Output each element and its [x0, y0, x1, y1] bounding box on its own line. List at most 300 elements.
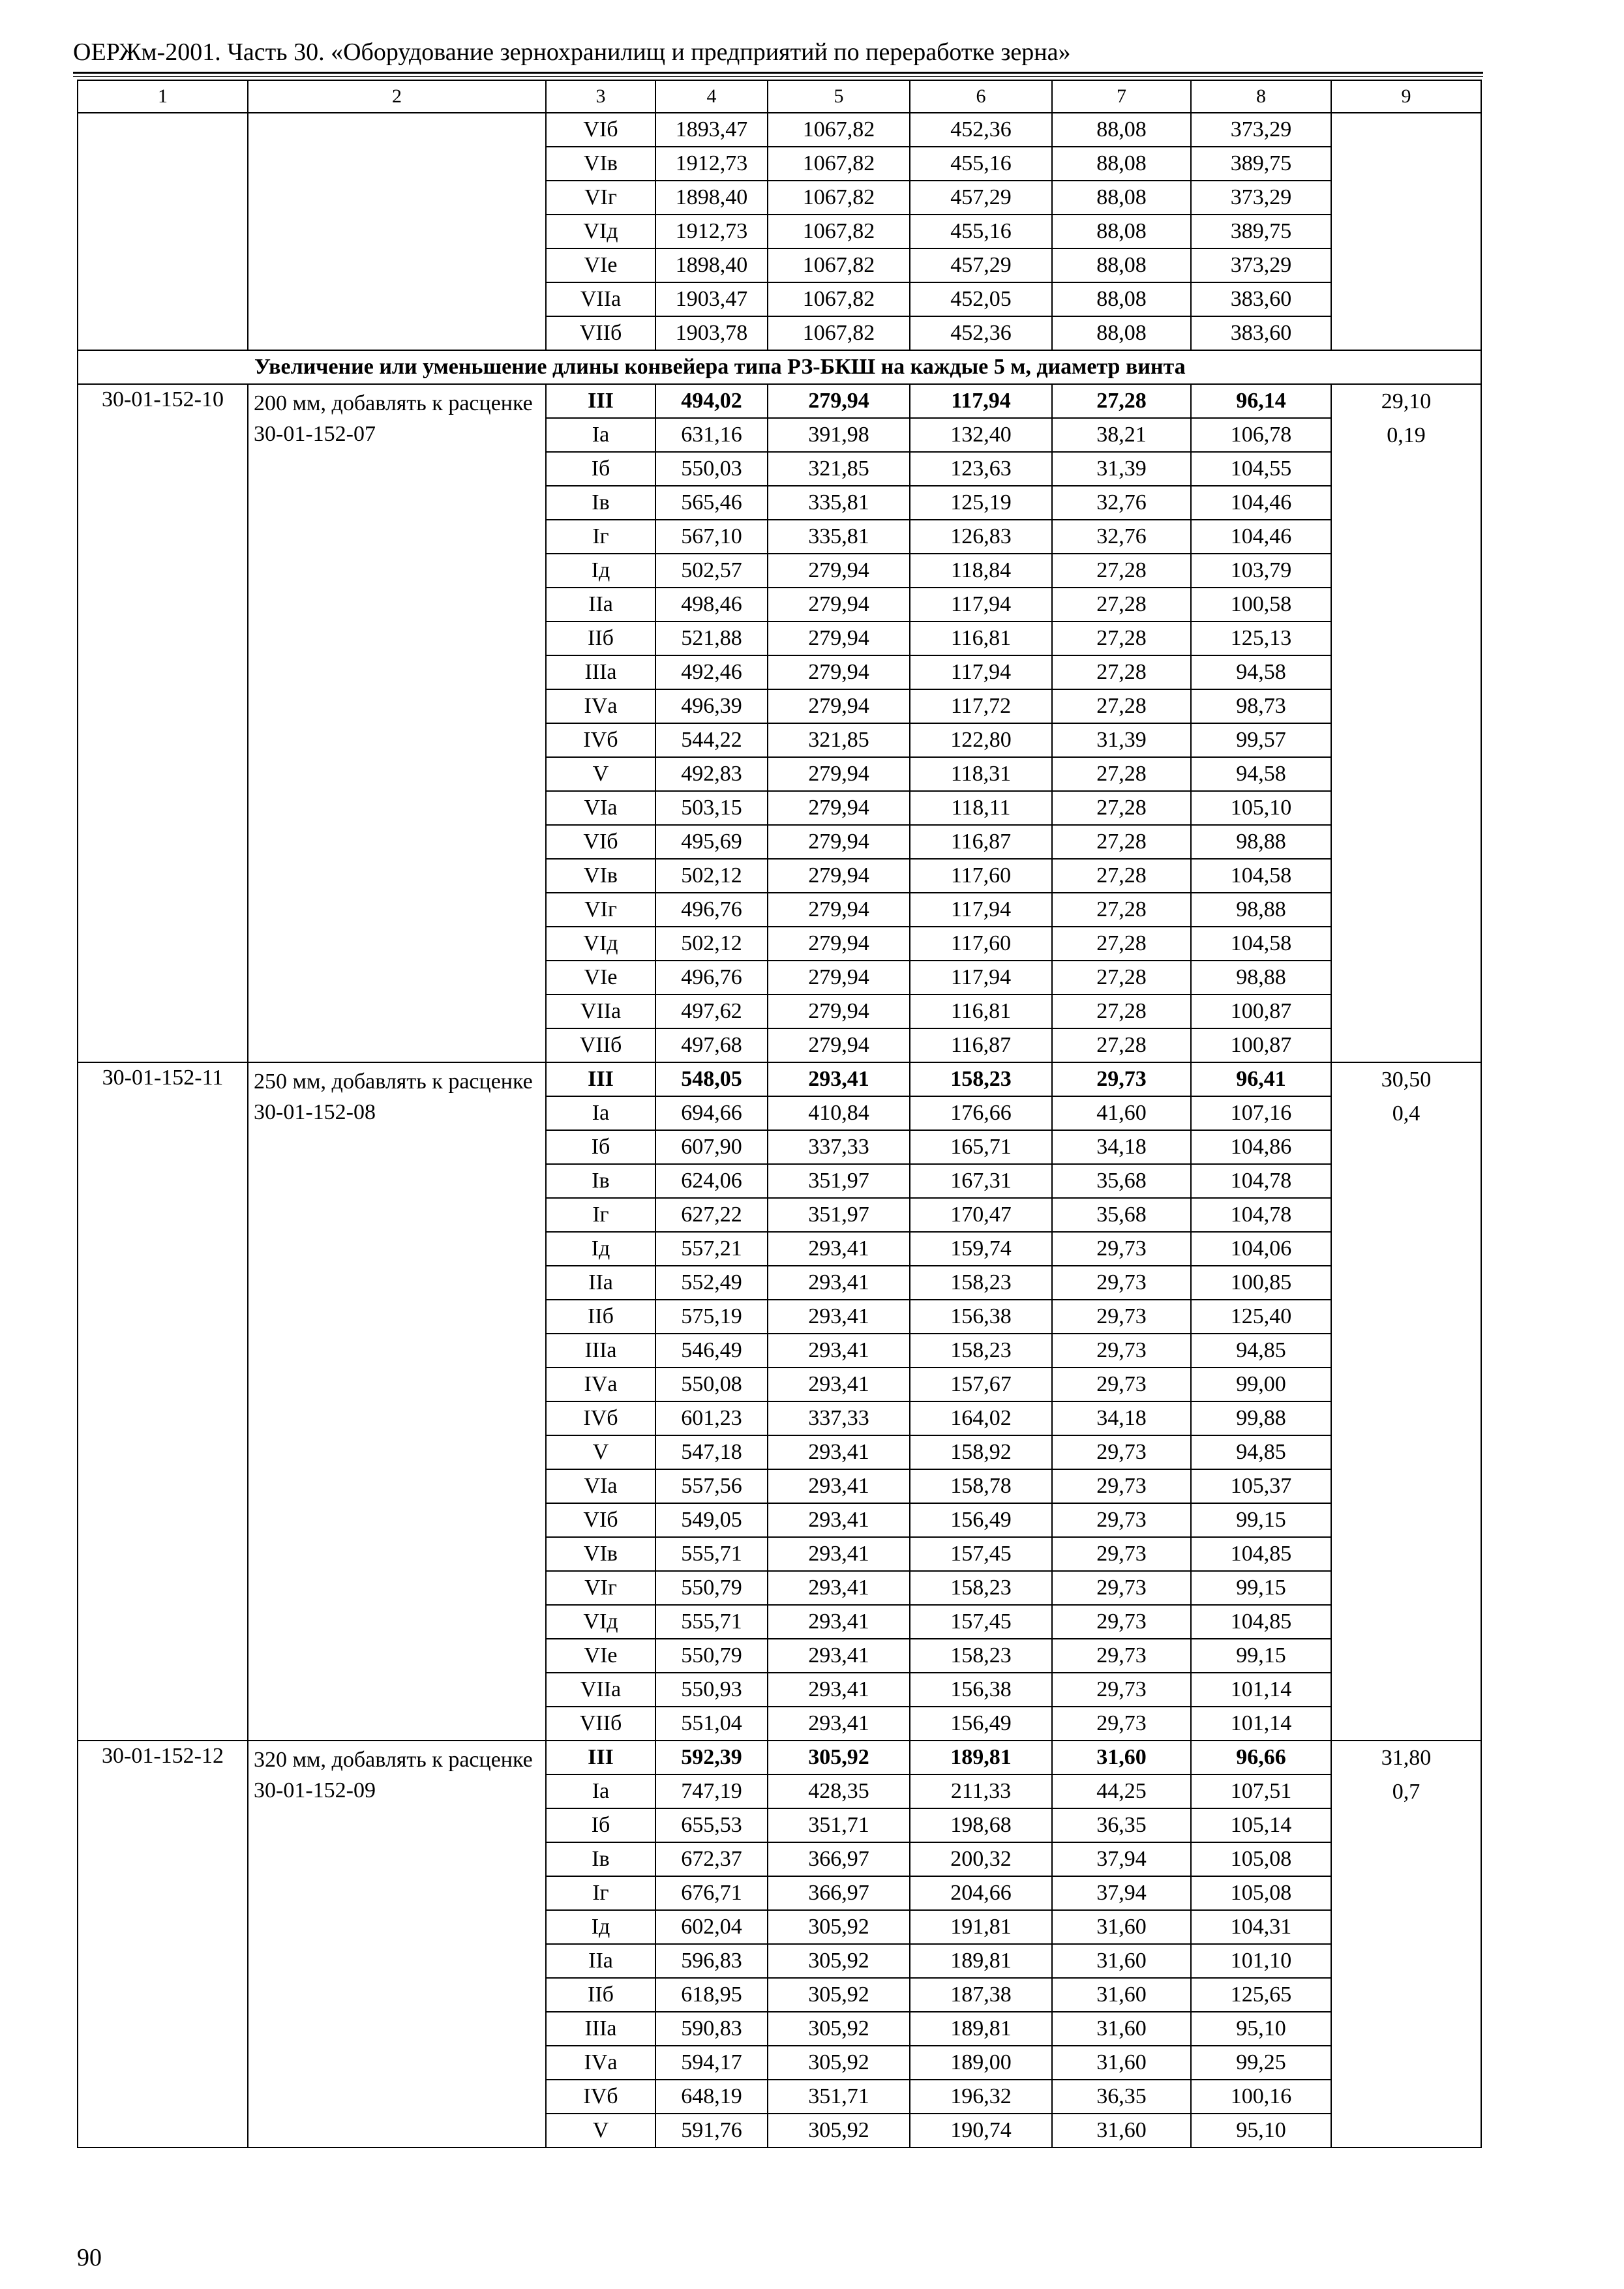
zone-cell: VIд: [546, 1605, 655, 1639]
labor-workers-value: 30,50: [1381, 1068, 1432, 1092]
total-cell: 551,04: [655, 1707, 768, 1741]
materials-cell: 94,85: [1191, 1334, 1331, 1368]
wages-cell: 366,97: [768, 1842, 910, 1876]
zone-cell: III: [546, 1062, 655, 1096]
machines-cell: 157,45: [910, 1537, 1052, 1571]
header-rule: [73, 72, 1483, 74]
machinist-wages-cell: 29,73: [1052, 1605, 1191, 1639]
machinist-wages-cell: 27,28: [1052, 554, 1191, 588]
total-cell: 624,06: [655, 1164, 768, 1198]
wages-cell: 337,33: [768, 1401, 910, 1435]
column-number: 3: [546, 80, 655, 113]
machines-cell: 132,40: [910, 418, 1052, 452]
machines-cell: 157,67: [910, 1368, 1052, 1401]
zone-cell: VIв: [546, 147, 655, 181]
machinist-wages-cell: 88,08: [1052, 147, 1191, 181]
machinist-wages-cell: 31,60: [1052, 1741, 1191, 1774]
materials-cell: 104,58: [1191, 927, 1331, 961]
zone-cell: VIд: [546, 215, 655, 248]
labor-cell: [1331, 113, 1481, 350]
wages-cell: 335,81: [768, 520, 910, 554]
wages-cell: 293,41: [768, 1605, 910, 1639]
materials-cell: 94,85: [1191, 1435, 1331, 1469]
materials-cell: 104,85: [1191, 1537, 1331, 1571]
zone-cell: IVб: [546, 723, 655, 757]
total-cell: 557,56: [655, 1469, 768, 1503]
machinist-wages-cell: 29,73: [1052, 1266, 1191, 1300]
wages-cell: 391,98: [768, 418, 910, 452]
total-cell: 549,05: [655, 1503, 768, 1537]
machinist-wages-cell: 36,35: [1052, 1808, 1191, 1842]
total-cell: 565,46: [655, 486, 768, 520]
machinist-wages-cell: 34,18: [1052, 1130, 1191, 1164]
machines-cell: 190,74: [910, 2114, 1052, 2147]
total-cell: 503,15: [655, 791, 768, 825]
zone-cell: Iв: [546, 486, 655, 520]
machines-cell: 117,94: [910, 655, 1052, 689]
total-cell: 1898,40: [655, 181, 768, 215]
zone-cell: V: [546, 757, 655, 791]
wages-cell: 1067,82: [768, 113, 910, 147]
description-cell: [248, 113, 546, 350]
section-row: [78, 350, 1481, 384]
rate-code: 30-01-152-11: [78, 1062, 248, 1741]
machines-cell: 158,23: [910, 1571, 1052, 1605]
materials-cell: 107,16: [1191, 1096, 1331, 1130]
machinist-wages-cell: 27,28: [1052, 961, 1191, 995]
total-cell: 550,93: [655, 1673, 768, 1707]
total-cell: 550,79: [655, 1571, 768, 1605]
machinist-wages-cell: 27,28: [1052, 588, 1191, 621]
section-title: Увеличение или уменьшение длины конвейера типа РЗ-БКШ на каждые 5 м, диаметр винта: [78, 350, 1481, 384]
machinist-wages-cell: 29,73: [1052, 1673, 1191, 1707]
machinist-wages-cell: 88,08: [1052, 316, 1191, 350]
total-cell: 550,03: [655, 452, 768, 486]
column-number: 6: [910, 80, 1052, 113]
machines-cell: 116,81: [910, 995, 1052, 1028]
machinist-wages-cell: 31,39: [1052, 723, 1191, 757]
labor-machinists-value: 0,7: [1392, 1780, 1421, 1804]
zone-cell: VIе: [546, 248, 655, 282]
zone-cell: VIIа: [546, 995, 655, 1028]
wages-cell: 279,94: [768, 384, 910, 418]
zone-cell: Iд: [546, 554, 655, 588]
wages-cell: 293,41: [768, 1469, 910, 1503]
materials-cell: 100,87: [1191, 995, 1331, 1028]
materials-cell: 383,60: [1191, 316, 1331, 350]
machinist-wages-cell: 29,73: [1052, 1537, 1191, 1571]
materials-cell: 373,29: [1191, 248, 1331, 282]
machinist-wages-cell: 31,60: [1052, 2046, 1191, 2080]
total-cell: 502,57: [655, 554, 768, 588]
machinist-wages-cell: 29,73: [1052, 1469, 1191, 1503]
machines-cell: 158,23: [910, 1334, 1052, 1368]
labor-cell: [1331, 384, 1481, 1062]
table-row: [78, 1741, 1481, 1774]
total-cell: 492,83: [655, 757, 768, 791]
zone-cell: Iа: [546, 1774, 655, 1808]
wages-cell: 293,41: [768, 1300, 910, 1334]
materials-cell: 100,85: [1191, 1266, 1331, 1300]
materials-cell: 96,41: [1191, 1062, 1331, 1096]
materials-cell: 100,87: [1191, 1028, 1331, 1062]
machines-cell: 191,81: [910, 1910, 1052, 1944]
machines-cell: 156,49: [910, 1503, 1052, 1537]
machines-cell: 452,05: [910, 282, 1052, 316]
machines-cell: 116,87: [910, 1028, 1052, 1062]
wages-cell: 305,92: [768, 2012, 910, 2046]
machines-cell: 117,72: [910, 689, 1052, 723]
code-cell: [78, 113, 248, 350]
machinist-wages-cell: 27,28: [1052, 825, 1191, 859]
total-cell: 672,37: [655, 1842, 768, 1876]
materials-cell: 98,88: [1191, 961, 1331, 995]
materials-cell: 99,25: [1191, 2046, 1331, 2080]
zone-cell: VIIб: [546, 1028, 655, 1062]
wages-cell: 337,33: [768, 1130, 910, 1164]
machinist-wages-cell: 31,60: [1052, 1978, 1191, 2012]
table-row: [78, 1062, 1481, 1096]
wages-cell: 279,94: [768, 825, 910, 859]
total-cell: 592,39: [655, 1741, 768, 1774]
materials-cell: 105,08: [1191, 1842, 1331, 1876]
total-cell: 497,68: [655, 1028, 768, 1062]
materials-cell: 125,13: [1191, 621, 1331, 655]
wages-cell: 293,41: [768, 1537, 910, 1571]
zone-cell: IIб: [546, 1978, 655, 2012]
wages-cell: 279,94: [768, 655, 910, 689]
total-cell: 502,12: [655, 927, 768, 961]
zone-cell: IVа: [546, 689, 655, 723]
table-row: [78, 384, 1481, 418]
total-cell: 552,49: [655, 1266, 768, 1300]
total-cell: 594,17: [655, 2046, 768, 2080]
machinist-wages-cell: 29,73: [1052, 1639, 1191, 1673]
materials-cell: 101,10: [1191, 1944, 1331, 1978]
machines-cell: 116,87: [910, 825, 1052, 859]
machinist-wages-cell: 88,08: [1052, 181, 1191, 215]
materials-cell: 104,46: [1191, 520, 1331, 554]
total-cell: 496,39: [655, 689, 768, 723]
total-cell: 747,19: [655, 1774, 768, 1808]
machinist-wages-cell: 29,73: [1052, 1435, 1191, 1469]
materials-cell: 104,78: [1191, 1198, 1331, 1232]
column-number: 5: [768, 80, 910, 113]
total-cell: 1912,73: [655, 147, 768, 181]
total-cell: 602,04: [655, 1910, 768, 1944]
materials-cell: 104,46: [1191, 486, 1331, 520]
machines-cell: 189,81: [910, 1944, 1052, 1978]
total-cell: 521,88: [655, 621, 768, 655]
machines-cell: 118,31: [910, 757, 1052, 791]
materials-cell: 373,29: [1191, 113, 1331, 147]
total-cell: 550,79: [655, 1639, 768, 1673]
wages-cell: 279,94: [768, 588, 910, 621]
zone-cell: VIг: [546, 181, 655, 215]
zone-cell: IIа: [546, 1266, 655, 1300]
materials-cell: 99,15: [1191, 1503, 1331, 1537]
wages-cell: 305,92: [768, 1944, 910, 1978]
zone-cell: VIб: [546, 113, 655, 147]
materials-cell: 100,58: [1191, 588, 1331, 621]
total-cell: 601,23: [655, 1401, 768, 1435]
machinist-wages-cell: 37,94: [1052, 1876, 1191, 1910]
rate-description: 250 мм, добавлять к расценке 30-01-152-08: [248, 1062, 546, 1741]
machinist-wages-cell: 31,60: [1052, 1944, 1191, 1978]
zone-cell: VIIа: [546, 282, 655, 316]
wages-cell: 279,94: [768, 621, 910, 655]
materials-cell: 101,14: [1191, 1707, 1331, 1741]
wages-cell: 293,41: [768, 1435, 910, 1469]
zone-cell: IIа: [546, 588, 655, 621]
machinist-wages-cell: 29,73: [1052, 1232, 1191, 1266]
zone-cell: Iб: [546, 1808, 655, 1842]
zone-cell: IIIа: [546, 1334, 655, 1368]
materials-cell: 105,10: [1191, 791, 1331, 825]
zone-cell: VIб: [546, 825, 655, 859]
machinist-wages-cell: 27,28: [1052, 655, 1191, 689]
machinist-wages-cell: 29,73: [1052, 1571, 1191, 1605]
wages-cell: 366,97: [768, 1876, 910, 1910]
wages-cell: 293,41: [768, 1571, 910, 1605]
machines-cell: 187,38: [910, 1978, 1052, 2012]
zone-cell: Iг: [546, 1198, 655, 1232]
materials-cell: 96,66: [1191, 1741, 1331, 1774]
total-cell: 492,46: [655, 655, 768, 689]
total-cell: 591,76: [655, 2114, 768, 2147]
zone-cell: III: [546, 1741, 655, 1774]
total-cell: 546,49: [655, 1334, 768, 1368]
machines-cell: 189,81: [910, 2012, 1052, 2046]
zone-cell: VIд: [546, 927, 655, 961]
materials-cell: 103,79: [1191, 554, 1331, 588]
materials-cell: 98,88: [1191, 893, 1331, 927]
wages-cell: 293,41: [768, 1266, 910, 1300]
materials-cell: 94,58: [1191, 655, 1331, 689]
machines-cell: 200,32: [910, 1842, 1052, 1876]
rate-description: 320 мм, добавлять к расценке 30-01-152-09: [248, 1741, 546, 2147]
machines-cell: 457,29: [910, 248, 1052, 282]
machines-cell: 165,71: [910, 1130, 1052, 1164]
machines-cell: 158,78: [910, 1469, 1052, 1503]
machines-cell: 170,47: [910, 1198, 1052, 1232]
machinist-wages-cell: 27,28: [1052, 927, 1191, 961]
total-cell: 676,71: [655, 1876, 768, 1910]
materials-cell: 389,75: [1191, 215, 1331, 248]
total-cell: 496,76: [655, 961, 768, 995]
zone-cell: IVа: [546, 1368, 655, 1401]
wages-cell: 351,71: [768, 2080, 910, 2114]
machinist-wages-cell: 31,39: [1052, 452, 1191, 486]
materials-cell: 389,75: [1191, 147, 1331, 181]
machines-cell: 117,60: [910, 859, 1052, 893]
zone-cell: Iг: [546, 520, 655, 554]
wages-cell: 293,41: [768, 1503, 910, 1537]
wages-cell: 305,92: [768, 1910, 910, 1944]
machines-cell: 117,94: [910, 893, 1052, 927]
materials-cell: 104,31: [1191, 1910, 1331, 1944]
machinist-wages-cell: 27,28: [1052, 689, 1191, 723]
materials-cell: 383,60: [1191, 282, 1331, 316]
page-title: ОЕРЖм-2001. Часть 30. «Оборудование зернохранилищ и предприятий по переработке зерна»: [73, 38, 1071, 66]
zone-cell: VIIб: [546, 1707, 655, 1741]
machinist-wages-cell: 27,28: [1052, 859, 1191, 893]
machinist-wages-cell: 44,25: [1052, 1774, 1191, 1808]
materials-cell: 99,15: [1191, 1571, 1331, 1605]
total-cell: 596,83: [655, 1944, 768, 1978]
machines-cell: 156,38: [910, 1673, 1052, 1707]
rate-code: 30-01-152-10: [78, 384, 248, 1062]
wages-cell: 1067,82: [768, 147, 910, 181]
column-number: 8: [1191, 80, 1331, 113]
total-cell: 1903,47: [655, 282, 768, 316]
machines-cell: 117,94: [910, 588, 1052, 621]
materials-cell: 101,14: [1191, 1673, 1331, 1707]
wages-cell: 293,41: [768, 1639, 910, 1673]
machinist-wages-cell: 31,60: [1052, 2114, 1191, 2147]
total-cell: 494,02: [655, 384, 768, 418]
machinist-wages-cell: 32,76: [1052, 520, 1191, 554]
machinist-wages-cell: 41,60: [1052, 1096, 1191, 1130]
materials-cell: 105,08: [1191, 1876, 1331, 1910]
zone-cell: VIIб: [546, 316, 655, 350]
machinist-wages-cell: 27,28: [1052, 893, 1191, 927]
total-cell: 1893,47: [655, 113, 768, 147]
machines-cell: 117,60: [910, 927, 1052, 961]
zone-cell: IIIа: [546, 655, 655, 689]
materials-cell: 104,85: [1191, 1605, 1331, 1639]
labor-machinists-value: 0,4: [1392, 1101, 1421, 1126]
zone-cell: Iа: [546, 1096, 655, 1130]
machinist-wages-cell: 27,28: [1052, 995, 1191, 1028]
materials-cell: 100,16: [1191, 2080, 1331, 2114]
header-rule-thin: [73, 76, 1483, 77]
wages-cell: 279,94: [768, 995, 910, 1028]
labor-cell: [1331, 1741, 1481, 2147]
materials-cell: 107,51: [1191, 1774, 1331, 1808]
zone-cell: VIе: [546, 1639, 655, 1673]
materials-cell: 104,06: [1191, 1232, 1331, 1266]
materials-cell: 95,10: [1191, 2012, 1331, 2046]
wages-cell: 351,71: [768, 1808, 910, 1842]
machines-cell: 116,81: [910, 621, 1052, 655]
labor-cell: [1331, 1062, 1481, 1741]
wages-cell: 321,85: [768, 452, 910, 486]
total-cell: 547,18: [655, 1435, 768, 1469]
zone-cell: VIг: [546, 893, 655, 927]
machinist-wages-cell: 27,28: [1052, 384, 1191, 418]
materials-cell: 99,15: [1191, 1639, 1331, 1673]
wages-cell: 279,94: [768, 961, 910, 995]
machines-cell: 204,66: [910, 1876, 1052, 1910]
total-cell: 567,10: [655, 520, 768, 554]
rate-code: 30-01-152-12: [78, 1741, 248, 2147]
wages-cell: 279,94: [768, 1028, 910, 1062]
machines-cell: 117,94: [910, 961, 1052, 995]
materials-cell: 104,58: [1191, 859, 1331, 893]
zone-cell: V: [546, 1435, 655, 1469]
machinist-wages-cell: 88,08: [1052, 282, 1191, 316]
machines-cell: 455,16: [910, 215, 1052, 248]
wages-cell: 279,94: [768, 757, 910, 791]
materials-cell: 125,65: [1191, 1978, 1331, 2012]
column-number-row: [78, 80, 1481, 113]
machines-cell: 452,36: [910, 113, 1052, 147]
machines-cell: 118,11: [910, 791, 1052, 825]
zone-cell: IVа: [546, 2046, 655, 2080]
wages-cell: 293,41: [768, 1062, 910, 1096]
total-cell: 618,95: [655, 1978, 768, 2012]
column-number: 7: [1052, 80, 1191, 113]
materials-cell: 105,14: [1191, 1808, 1331, 1842]
machines-cell: 123,63: [910, 452, 1052, 486]
zone-cell: IIа: [546, 1944, 655, 1978]
column-number: 2: [248, 80, 546, 113]
machines-cell: 198,68: [910, 1808, 1052, 1842]
zone-cell: IIIа: [546, 2012, 655, 2046]
table-row: [78, 113, 1481, 147]
wages-cell: 279,94: [768, 859, 910, 893]
zone-cell: VIв: [546, 859, 655, 893]
column-number: 1: [78, 80, 248, 113]
materials-cell: 99,88: [1191, 1401, 1331, 1435]
total-cell: 555,71: [655, 1605, 768, 1639]
machines-cell: 158,23: [910, 1639, 1052, 1673]
machinist-wages-cell: 88,08: [1052, 113, 1191, 147]
total-cell: 627,22: [655, 1198, 768, 1232]
machinist-wages-cell: 35,68: [1052, 1198, 1191, 1232]
machines-cell: 156,49: [910, 1707, 1052, 1741]
machinist-wages-cell: 29,73: [1052, 1334, 1191, 1368]
materials-cell: 106,78: [1191, 418, 1331, 452]
materials-cell: 125,40: [1191, 1300, 1331, 1334]
total-cell: 498,46: [655, 588, 768, 621]
machinist-wages-cell: 38,21: [1052, 418, 1191, 452]
machines-cell: 189,81: [910, 1741, 1052, 1774]
wages-cell: 428,35: [768, 1774, 910, 1808]
machines-cell: 196,32: [910, 2080, 1052, 2114]
wages-cell: 279,94: [768, 893, 910, 927]
zone-cell: Iб: [546, 1130, 655, 1164]
machinist-wages-cell: 88,08: [1052, 215, 1191, 248]
machinist-wages-cell: 27,28: [1052, 757, 1191, 791]
zone-cell: VIа: [546, 1469, 655, 1503]
machinist-wages-cell: 27,28: [1052, 791, 1191, 825]
total-cell: 575,19: [655, 1300, 768, 1334]
machines-cell: 159,74: [910, 1232, 1052, 1266]
machinist-wages-cell: 34,18: [1052, 1401, 1191, 1435]
materials-cell: 373,29: [1191, 181, 1331, 215]
machinist-wages-cell: 27,28: [1052, 1028, 1191, 1062]
wages-cell: 410,84: [768, 1096, 910, 1130]
total-cell: 497,62: [655, 995, 768, 1028]
machines-cell: 125,19: [910, 486, 1052, 520]
wages-cell: 279,94: [768, 554, 910, 588]
machines-cell: 455,16: [910, 147, 1052, 181]
zone-cell: Iв: [546, 1164, 655, 1198]
total-cell: 631,16: [655, 418, 768, 452]
zone-cell: IVб: [546, 1401, 655, 1435]
machines-cell: 189,00: [910, 2046, 1052, 2080]
rate-description: 200 мм, добавлять к расценке 30-01-152-07: [248, 384, 546, 1062]
materials-cell: 96,14: [1191, 384, 1331, 418]
total-cell: 496,76: [655, 893, 768, 927]
machinist-wages-cell: 29,73: [1052, 1503, 1191, 1537]
machines-cell: 156,38: [910, 1300, 1052, 1334]
total-cell: 550,08: [655, 1368, 768, 1401]
machines-cell: 117,94: [910, 384, 1052, 418]
zone-cell: Iд: [546, 1232, 655, 1266]
